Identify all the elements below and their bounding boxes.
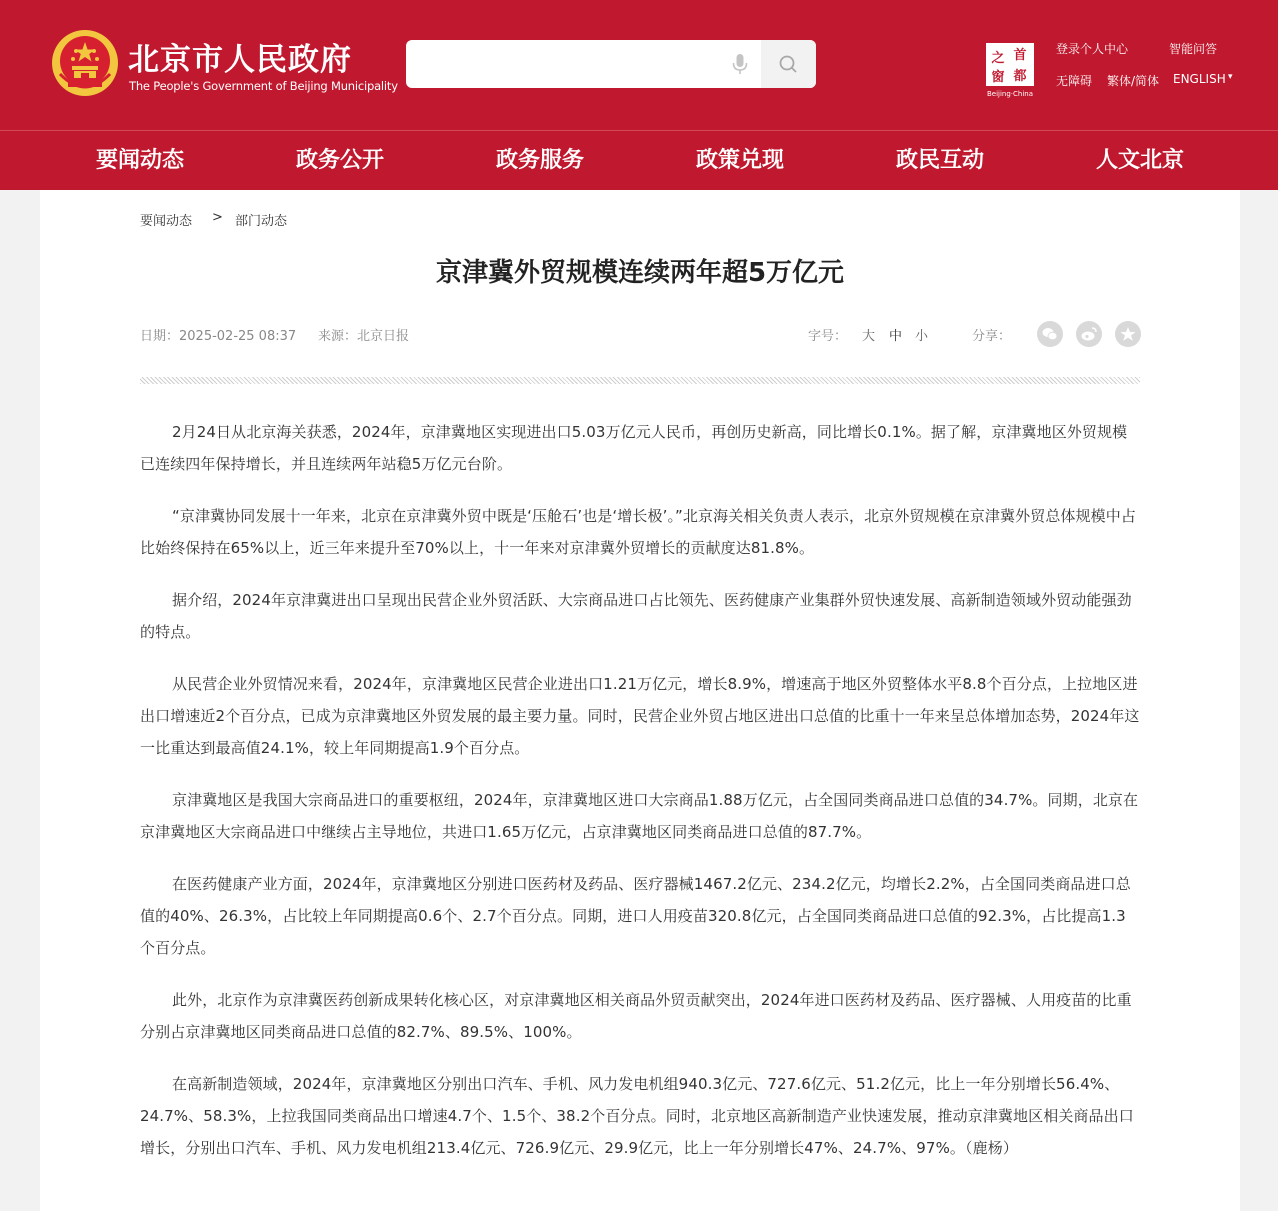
national-emblem-icon[interactable] <box>50 28 120 98</box>
article-title: 京津冀外贸规模连续两年超5万亿元 <box>435 258 845 288</box>
share-label: 分享： <box>972 329 1012 344</box>
font-size-medium-button[interactable]: 中 <box>889 329 903 344</box>
nav-item-interaction[interactable]: 政民互动 <box>895 148 984 173</box>
chevron-down-icon[interactable]: ▾ <box>1228 72 1233 82</box>
microphone-icon[interactable] <box>727 51 753 77</box>
search-button[interactable] <box>761 40 816 88</box>
breadcrumb-item-department[interactable]: 部门动态 <box>235 214 288 229</box>
site-title[interactable]: 北京市人民政府 <box>128 42 352 78</box>
nav-item-gov-services[interactable]: 政务服务 <box>495 148 584 173</box>
nav-item-culture[interactable]: 人文北京 <box>1095 148 1184 173</box>
site-header <box>0 0 1278 130</box>
article-date: 日期：2025-02-25 08:37 <box>140 329 297 344</box>
article-container <box>40 190 1240 1211</box>
svg-text:之: 之 <box>991 51 1005 66</box>
article-paragraph: “京津冀协同发展十一年来，北京在京津冀外贸中既是‘压舱石’也是‘增长极’。”北京海关相关负责人表示，北京外贸规模在京津冀外贸总体规模中占比始终保持在65%以上，近三年来提升至70%以上，十一年来对京津冀外贸增长的贡献度达81.8%。 <box>140 507 1136 557</box>
nav-item-gov-affairs[interactable]: 政务公开 <box>295 148 384 173</box>
smart-qa-link[interactable]: 智能问答 <box>1169 42 1218 56</box>
font-size-large-button[interactable]: 大 <box>862 329 876 344</box>
search-input[interactable] <box>406 40 761 88</box>
svg-text:首: 首 <box>1013 48 1027 63</box>
font-size-small-button[interactable]: 小 <box>915 329 929 344</box>
article-source: 来源：北京日报 <box>318 329 410 344</box>
accessibility-link[interactable]: 无障碍 <box>1056 74 1093 88</box>
weibo-icon[interactable] <box>1076 321 1102 347</box>
english-link[interactable]: ENGLISH <box>1173 72 1226 86</box>
user-center-link[interactable]: 登录个人中心 <box>1056 42 1129 56</box>
search-icon <box>761 40 816 88</box>
traditional-simplified-link[interactable]: 繁体/简体 <box>1107 74 1160 88</box>
svg-text:窗: 窗 <box>991 70 1005 85</box>
article-paragraph: 从民营企业外贸情况来看，2024年，京津冀地区民营企业进出口1.21万亿元，增长8.9%，增速高于地区外贸整体水平8.8个百分点，上拉地区进出口增速近2个百分点，已成为京津冀地区外贸发展的最主要力量。同时，民营企业外贸占地区进出口总值的比重十一年来呈总体增加态势，2024年这一比重达到最高值24.1%，较上年同期提高1.9个百分点。 <box>140 675 1140 757</box>
article-paragraph: 2月24日从北京海关获悉，2024年，京津冀地区实现进出口5.03万亿元人民币，再创历史新高，同比增长0.1%。据了解，京津冀地区外贸规模已连续四年保持增长，并且连续两年站稳5万亿元台阶。 <box>140 423 1128 473</box>
breadcrumb-item-news[interactable]: 要闻动态 <box>140 214 193 229</box>
capital-logo-icon[interactable] <box>982 40 1038 98</box>
nav-item-policy[interactable]: 政策兑现 <box>695 148 784 173</box>
article-body <box>140 416 1140 1184</box>
article-paragraph: 据介绍，2024年京津冀进出口呈现出民营企业外贸活跃、大宗商品进口占比领先、医药健康产业集群外贸快速发展、高新制造领域外贸动能强劲的特点。 <box>140 591 1132 641</box>
breadcrumb-separator: > <box>212 210 223 225</box>
svg-text:Beijing·China: Beijing·China <box>986 90 1034 98</box>
font-size-label: 字号： <box>808 329 848 344</box>
article-paragraph: 京津冀地区是我国大宗商品进口的重要枢纽，2024年，京津冀地区进口大宗商品1.88万亿元，占全国同类商品进口总值的34.7%。同期，北京在京津冀地区大宗商品进口中继续占主导地位，共进口1.65万亿元，占京津冀地区同类商品进口总值的87.7%。 <box>140 791 1139 841</box>
nav-item-news[interactable]: 要闻动态 <box>95 148 184 173</box>
favorite-star-icon[interactable] <box>1115 321 1141 347</box>
article-paragraph: 在高新制造领域，2024年，京津冀地区分别出口汽车、手机、风力发电机组940.3亿元、727.6亿元、51.2亿元，比上一年分别增长56.4%、24.7%、58.3%，上拉我国同类商品出口增速4.7个、1.5个、38.2个百分点。同时，北京地区高新制造产业快速发展，推动京津冀地区相关商品出口增长，分别出口汽车、手机、风力发电机组213.4亿元、726.9亿元、29.9亿元，比上一年分别增长47%、24.7%、97%。（鹿杨） <box>140 1075 1134 1157</box>
title-divider <box>140 377 1140 384</box>
search-box <box>406 40 816 88</box>
wechat-icon[interactable] <box>1037 321 1063 347</box>
main-nav <box>0 130 1278 190</box>
article-paragraph: 此外，北京作为京津冀医药创新成果转化核心区，对京津冀地区相关商品外贸贡献突出，2024年进口医药材及药品、医疗器械、人用疫苗的比重分别占京津冀地区同类商品进口总值的82.7%、89.5%、100%。 <box>140 991 1132 1041</box>
svg-text:都: 都 <box>1013 69 1027 84</box>
site-subtitle[interactable]: The People's Government of Beijing Municipality <box>129 79 398 93</box>
article-paragraph: 在医药健康产业方面，2024年，京津冀地区分别进口医药材及药品、医疗器械1467.2亿元、234.2亿元，均增长2.2%，占全国同类商品进口总值的40%、26.3%，占比较上年同期提高0.6个、2.7个百分点。同期，进口人用疫苗320.8亿元，占全国同类商品进口总值的92.3%，占比提高1.3个百分点。 <box>140 875 1131 957</box>
